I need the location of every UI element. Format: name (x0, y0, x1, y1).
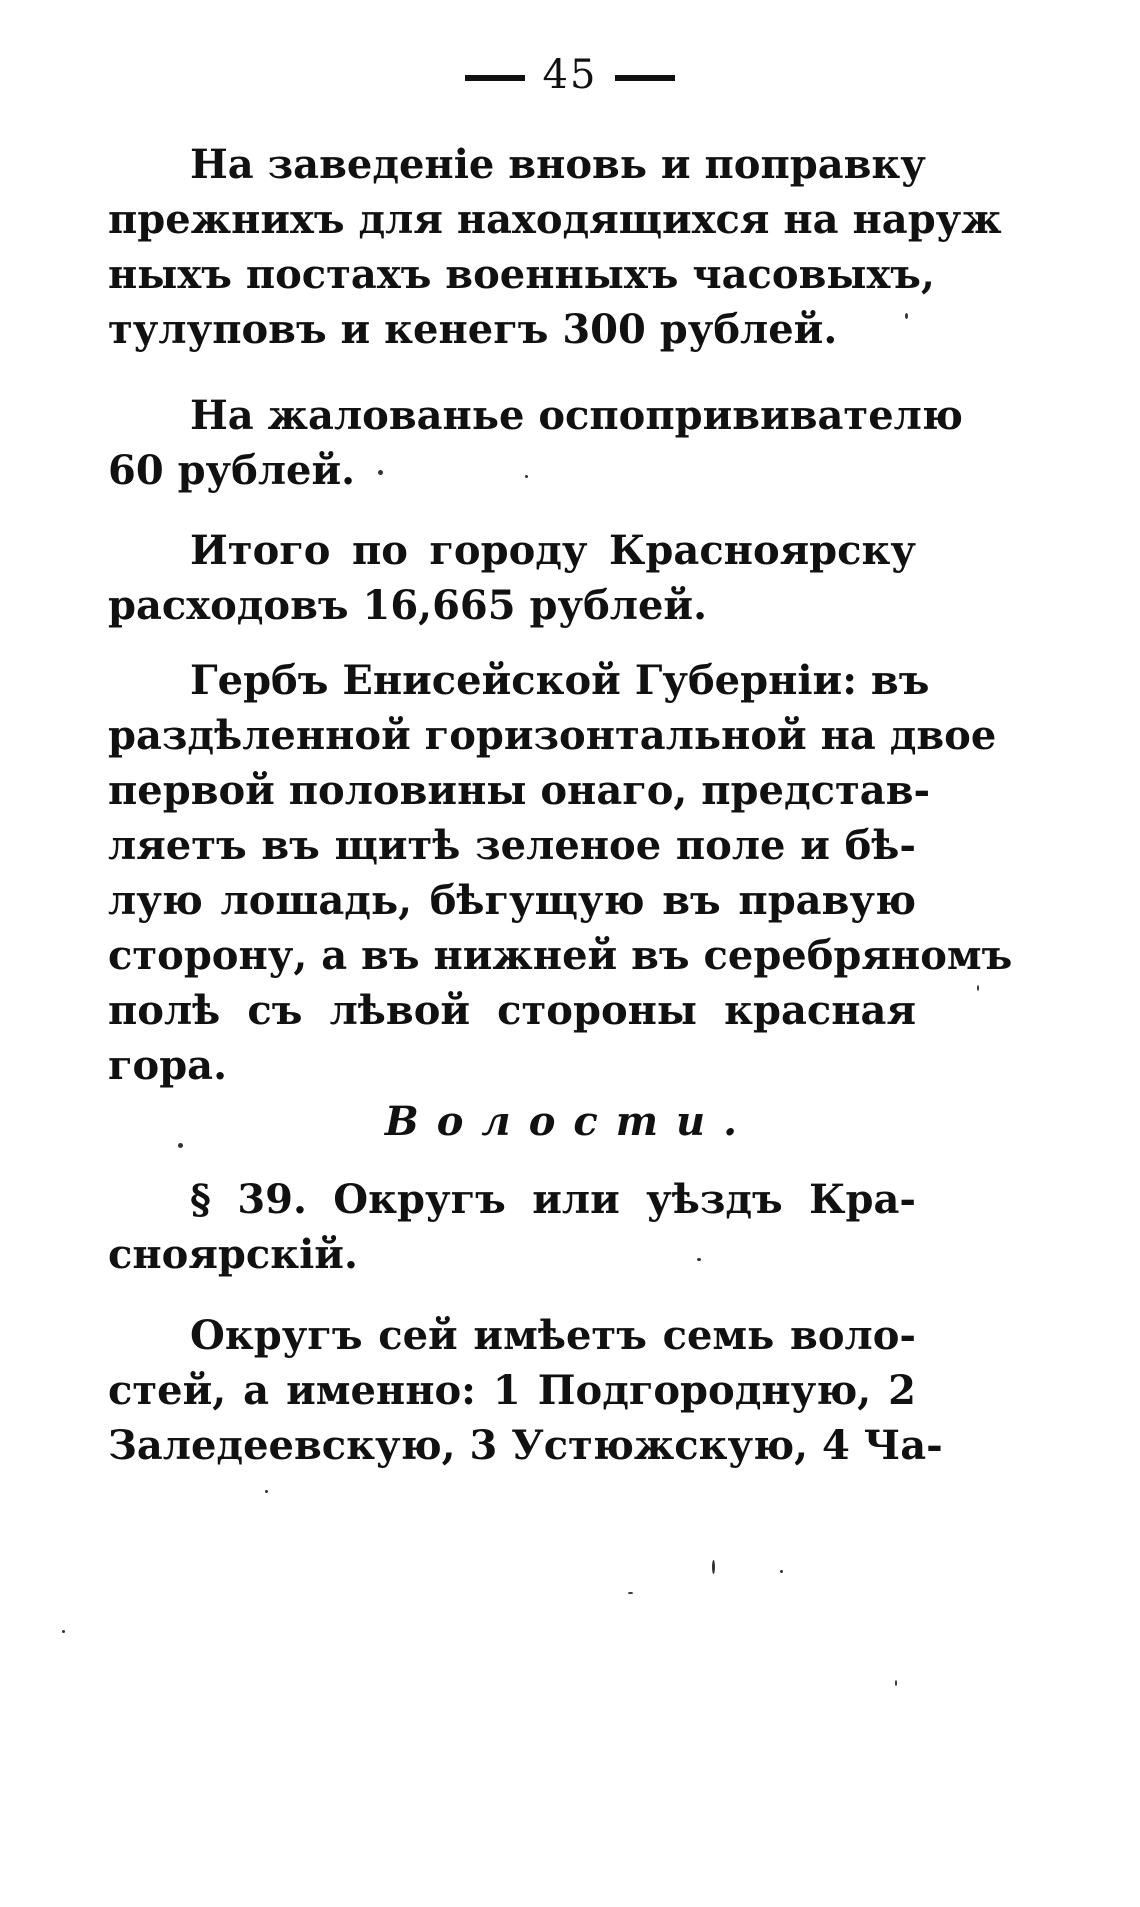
scan-speck (265, 1490, 268, 1493)
paragraph-line (108, 137, 926, 192)
scan-speck (895, 1680, 897, 1686)
line-text: На жалованье оспопрививателю (190, 392, 963, 439)
paragraph-line (108, 983, 916, 1038)
scan-speck (712, 1560, 715, 1574)
paragraph-vaccinator-salary (108, 388, 963, 498)
paragraph-line (108, 578, 916, 633)
line-text: 60 рублей. (108, 447, 356, 494)
page-number (0, 52, 1140, 98)
paragraph-line (108, 1038, 916, 1093)
paragraph-line (108, 708, 997, 763)
scan-speck (977, 985, 979, 991)
line-text: сноярскiй. (108, 1231, 358, 1278)
scan-speck (780, 1570, 783, 1573)
line-text: Округъ сей имѣетъ семь воло- (190, 1312, 916, 1359)
page-number-value: 45 (542, 52, 598, 98)
line-text: полѣ съ лѣвой стороны красная (108, 987, 916, 1034)
paragraph-line (108, 1363, 916, 1418)
scan-speck (378, 470, 383, 475)
line-text: прежнихъ для находящихся на наруж (108, 196, 1002, 243)
line-text: На заведенie вновь и поправку (190, 141, 926, 188)
paragraph-coat-of-arms (108, 653, 1013, 1093)
scan-speck (905, 313, 908, 319)
paragraph-line (108, 523, 916, 578)
paragraph-line (108, 1418, 943, 1473)
paragraph-line (108, 443, 916, 498)
line-text: расходовъ 16,665 рублей. (108, 582, 708, 629)
right-dash (615, 75, 675, 81)
paragraph-city-total (108, 523, 916, 633)
paragraph-line (108, 247, 935, 302)
scan-speck (697, 1258, 701, 1261)
paragraph-line (108, 1172, 916, 1227)
line-text: первой половины онаго, представ- (108, 767, 931, 814)
line-text: сторону, а въ нижней въ серебряномъ (108, 932, 1013, 979)
paragraph-section-39 (108, 1172, 916, 1282)
paragraph-line (108, 873, 916, 928)
line-text: § 39. Округъ или уѣздъ Кра- (190, 1176, 916, 1223)
line-text: стей, а именно: 1 Подгородную, 2 (108, 1367, 916, 1414)
line-text: Итого по городу Красноярску (190, 527, 916, 574)
paragraph-line (108, 192, 1002, 247)
paragraph-line (108, 388, 963, 443)
paragraph-district-volosts (108, 1308, 943, 1473)
line-text: тулуповъ и кенегъ 300 рублей. (108, 306, 838, 353)
scan-speck (525, 475, 528, 478)
line-text: Гербъ Енисейской Губернiи: въ (190, 657, 930, 704)
paragraph-line (108, 302, 916, 357)
scan-speck (178, 1143, 183, 1148)
paragraph-line (108, 653, 930, 708)
paragraph-line (108, 1227, 916, 1282)
scan-speck (62, 1630, 65, 1633)
paragraph-garrison-expenses (108, 137, 1002, 357)
line-text: лую лошадь, бѣгущую въ правую (108, 877, 916, 924)
section-heading-volosti: Волости. (384, 1098, 756, 1145)
left-dash (465, 75, 525, 81)
scan-speck (628, 1592, 633, 1594)
paragraph-line (108, 928, 1013, 983)
paragraph-line (108, 1308, 916, 1363)
line-text: Заледеевскую, 3 Устюжскую, 4 Ча- (108, 1422, 943, 1469)
paragraph-line (108, 818, 916, 873)
line-text: ныхъ постахъ военныхъ часовыхъ, (108, 251, 935, 298)
line-text: ляетъ въ щитѣ зеленое поле и бѣ- (108, 822, 916, 869)
line-text: раздѣленной горизонтальной на двое (108, 712, 997, 759)
line-text: гора. (108, 1042, 228, 1089)
paragraph-line (108, 763, 931, 818)
